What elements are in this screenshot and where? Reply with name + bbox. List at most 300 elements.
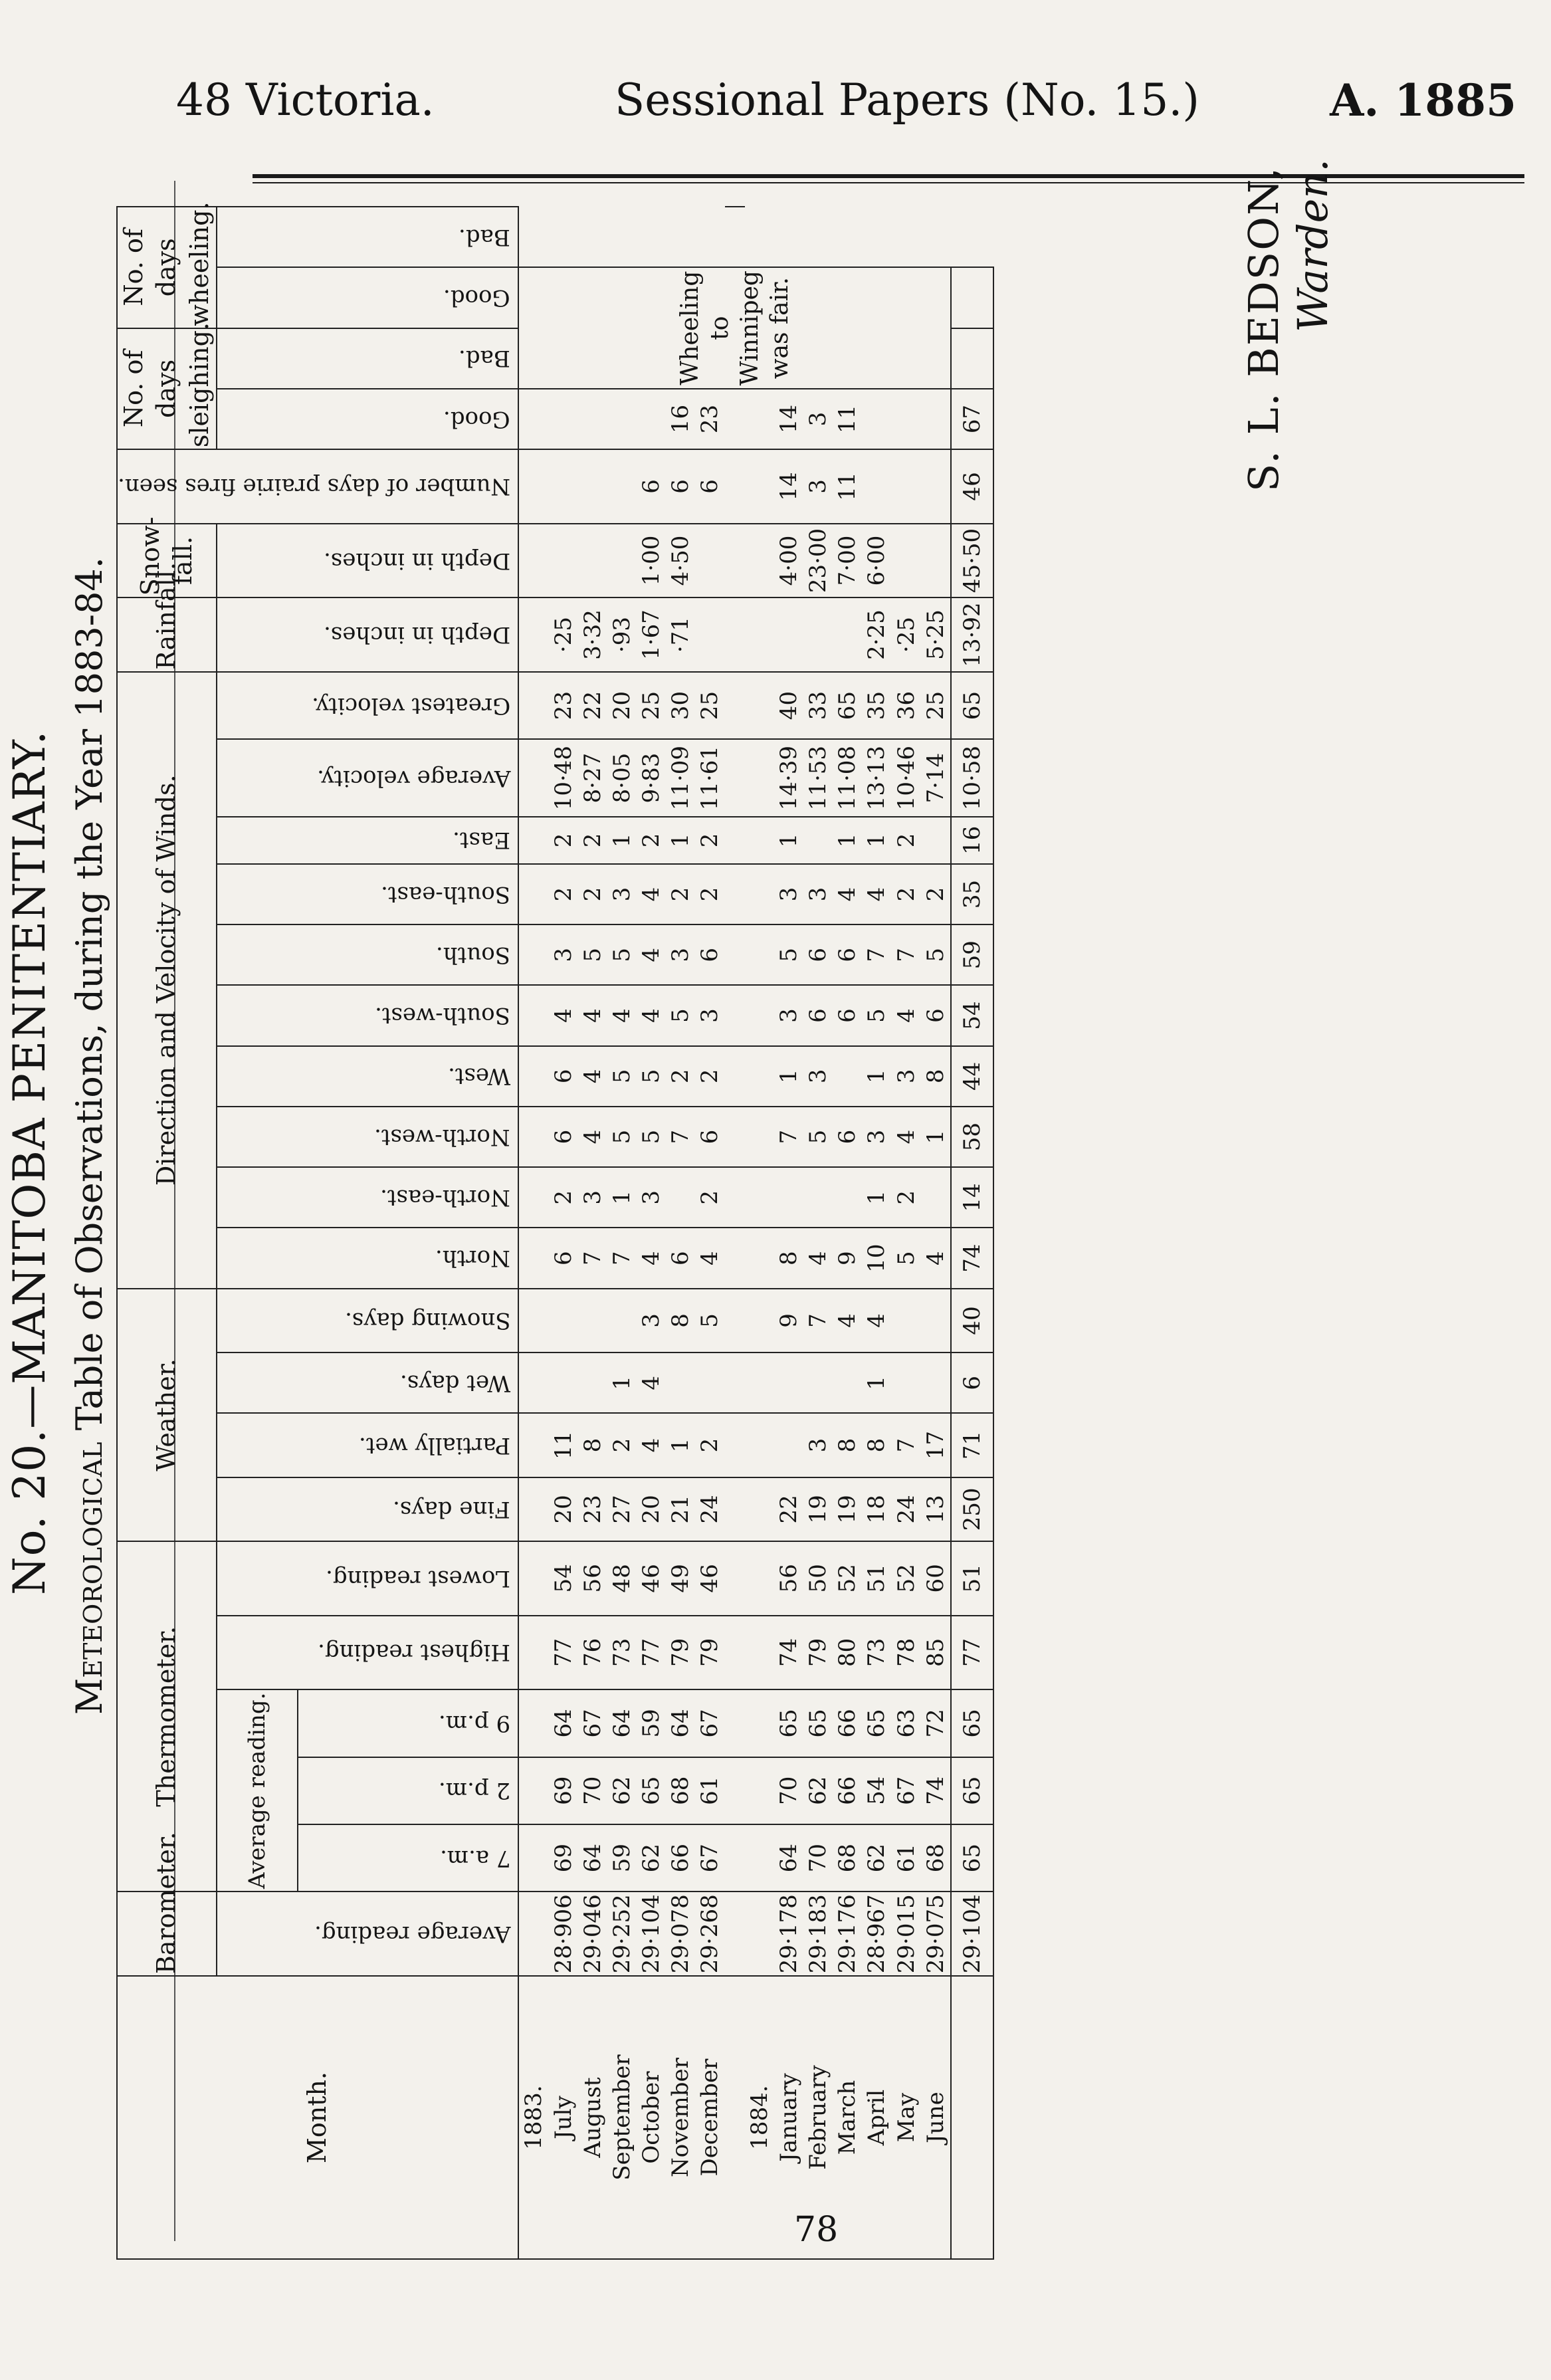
value-cell: 64	[666, 1689, 695, 1757]
value-cell: 52	[892, 1541, 921, 1616]
total-cell: 58	[951, 1107, 993, 1167]
blank-cell	[745, 864, 774, 924]
value-cell: 7	[892, 924, 921, 985]
value-cell: 3	[578, 1167, 607, 1228]
value-cell	[803, 597, 833, 672]
blank-cell	[725, 1689, 745, 1757]
blank-cell	[745, 389, 774, 449]
value-cell	[549, 524, 578, 598]
value-cell: 11·09	[666, 739, 695, 817]
value-cell: 8	[862, 1413, 891, 1477]
value-cell: 9·83	[637, 739, 666, 817]
value-cell: 17	[921, 1413, 951, 1477]
value-cell: 4	[862, 1289, 891, 1352]
value-cell	[774, 597, 803, 672]
blank-cell	[725, 1046, 745, 1107]
value-cell: 8	[921, 1046, 951, 1107]
blank-cell	[518, 524, 548, 598]
value-cell	[774, 1413, 803, 1477]
value-cell: 4	[833, 864, 862, 924]
value-cell: 5	[695, 1289, 724, 1352]
value-cell: 6	[833, 1107, 862, 1167]
value-cell: 3	[666, 924, 695, 985]
blank-cell	[518, 1616, 548, 1690]
blank-cell	[518, 739, 548, 817]
table-body	[518, 207, 993, 2259]
value-cell: 9	[833, 1228, 862, 1288]
total-cell: 35	[951, 864, 993, 924]
value-cell: 6	[549, 1107, 578, 1167]
value-cell: 1	[921, 1107, 951, 1167]
month-cell: April	[862, 1976, 891, 2259]
value-cell: 4	[637, 864, 666, 924]
col-fine-days: Fine days.	[217, 1477, 518, 1541]
value-cell: 1	[862, 1352, 891, 1413]
value-cell: 8	[774, 1228, 803, 1288]
value-cell: 46	[695, 1541, 724, 1616]
value-cell: 3	[774, 864, 803, 924]
value-cell: 2	[892, 1167, 921, 1228]
blank-cell	[725, 1892, 745, 1976]
col-snow-depth: Depth in inches.	[217, 524, 518, 598]
value-cell: 27	[607, 1477, 637, 1541]
value-cell: 3	[549, 924, 578, 985]
month-cell: October	[637, 1976, 666, 2259]
month-cell: June	[921, 1976, 951, 2259]
value-cell	[666, 1167, 695, 1228]
value-cell	[803, 1352, 833, 1413]
value-cell: 25	[637, 672, 666, 740]
value-cell: 68	[921, 1824, 951, 1892]
value-cell: 5	[774, 924, 803, 985]
value-cell	[892, 524, 921, 598]
value-cell: 11	[833, 389, 862, 449]
blank-cell	[518, 924, 548, 985]
value-cell: 4	[695, 1228, 724, 1288]
header-year: A. 1885	[1330, 74, 1516, 126]
value-cell: 13	[921, 1477, 951, 1541]
table-row	[578, 207, 607, 2259]
value-cell: ·25	[549, 597, 578, 672]
value-cell	[607, 524, 637, 598]
value-cell	[695, 1352, 724, 1413]
wheeling-note: Wheeling to Winnipeg was fair.	[518, 267, 951, 389]
blank-cell	[518, 1046, 548, 1107]
blank-cell	[518, 1689, 548, 1757]
blank-cell	[745, 1824, 774, 1892]
blank-cell	[745, 1167, 774, 1228]
value-cell: 56	[578, 1541, 607, 1616]
col-south-west: South-west.	[217, 985, 518, 1045]
col-9pm: 9 p.m.	[298, 1689, 518, 1757]
value-cell: 2	[695, 1046, 724, 1107]
value-cell: 51	[862, 1541, 891, 1616]
month-cell: March	[833, 1976, 862, 2259]
value-cell: 65	[774, 1689, 803, 1757]
value-cell: 5	[578, 924, 607, 985]
blank-cell	[745, 1228, 774, 1288]
value-cell: 3	[803, 1413, 833, 1477]
value-cell	[892, 389, 921, 449]
blank-cell	[725, 1976, 745, 2259]
value-cell: 69	[549, 1824, 578, 1892]
value-cell: 14·39	[774, 739, 803, 817]
value-cell: 4	[921, 1228, 951, 1288]
blank-cell	[725, 864, 745, 924]
value-cell	[833, 1167, 862, 1228]
col-wheel-bad: Bad.	[217, 207, 518, 267]
value-cell: 23·00	[803, 524, 833, 598]
col-north-east: North-east.	[217, 1167, 518, 1228]
totals-label	[951, 1976, 993, 2259]
value-cell: 65	[803, 1689, 833, 1757]
value-cell: 69	[549, 1757, 578, 1824]
signature: S. L. BEDSON, Warden.	[1239, 159, 1338, 492]
value-cell: 4	[892, 1107, 921, 1167]
value-cell: 6	[833, 924, 862, 985]
value-cell: 9	[774, 1289, 803, 1352]
value-cell: 46	[637, 1541, 666, 1616]
table-row	[803, 207, 833, 2259]
total-cell: 29·104	[951, 1892, 993, 1976]
value-cell: 4	[578, 1107, 607, 1167]
spacer-row	[725, 207, 745, 2259]
year-label: 1883.	[518, 1976, 548, 2259]
blank-cell	[518, 672, 548, 740]
value-cell: 2	[637, 817, 666, 864]
blank-cell	[518, 1413, 548, 1477]
value-cell: 8·27	[578, 739, 607, 817]
value-cell	[578, 1289, 607, 1352]
value-cell: 8	[666, 1289, 695, 1352]
value-cell: 7·14	[921, 739, 951, 817]
value-cell: 29·104	[637, 1892, 666, 1976]
col-7am: 7 a.m.	[298, 1824, 518, 1892]
blank-cell	[518, 817, 548, 864]
blank-cell	[725, 1824, 745, 1892]
value-cell: 64	[549, 1689, 578, 1757]
value-cell	[549, 1289, 578, 1352]
blank-cell	[725, 1541, 745, 1616]
value-cell	[578, 1352, 607, 1413]
blank-cell	[518, 389, 548, 449]
blank-cell	[518, 1477, 548, 1541]
value-cell	[803, 817, 833, 864]
value-cell: 5	[921, 924, 951, 985]
month-cell: July	[549, 1976, 578, 2259]
value-cell: 4	[578, 1046, 607, 1107]
header-rainfall: Rainfall.	[117, 597, 217, 672]
value-cell: 2	[578, 817, 607, 864]
value-cell: 66	[833, 1689, 862, 1757]
blank-cell	[745, 524, 774, 598]
value-cell: 4	[892, 985, 921, 1045]
total-cell: 65	[951, 1689, 993, 1757]
col-west: West.	[217, 1046, 518, 1107]
value-cell: 1·67	[637, 597, 666, 672]
value-cell: 14	[774, 449, 803, 524]
value-cell: 6	[549, 1228, 578, 1288]
value-cell: 64	[774, 1824, 803, 1892]
value-cell: 4	[637, 1228, 666, 1288]
blank-cell	[745, 672, 774, 740]
value-cell: 4	[578, 985, 607, 1045]
value-cell: 77	[637, 1616, 666, 1690]
value-cell: 4	[607, 985, 637, 1045]
total-cell: 10·58	[951, 739, 993, 817]
value-cell: 5	[862, 985, 891, 1045]
value-cell: 30	[666, 672, 695, 740]
header-barometer: Barometer.	[117, 1892, 217, 1976]
value-cell: 11	[833, 449, 862, 524]
value-cell: 52	[833, 1541, 862, 1616]
blank-cell	[725, 985, 745, 1045]
blank-cell	[725, 1477, 745, 1541]
month-cell: February	[803, 1976, 833, 2259]
value-cell: 61	[695, 1757, 724, 1824]
col-south-east: South-east.	[217, 864, 518, 924]
blank-cell	[518, 597, 548, 672]
value-cell: 2·25	[862, 597, 891, 672]
blank-cell	[518, 985, 548, 1045]
value-cell: 1	[862, 1046, 891, 1107]
value-cell: 3	[892, 1046, 921, 1107]
header-prairie-fires: Number of days prairie fires seen.	[117, 449, 518, 524]
table-row	[666, 207, 695, 2259]
value-cell: 4·50	[666, 524, 695, 598]
value-cell: 5	[607, 1107, 637, 1167]
value-cell: 6	[921, 985, 951, 1045]
blank-cell	[745, 1689, 774, 1757]
value-cell	[921, 449, 951, 524]
value-cell	[803, 1167, 833, 1228]
total-cell: 45·50	[951, 524, 993, 598]
value-cell: 7	[607, 1228, 637, 1288]
value-cell: 54	[862, 1757, 891, 1824]
col-south: South.	[217, 924, 518, 985]
value-cell: 11·61	[695, 739, 724, 817]
value-cell	[921, 1167, 951, 1228]
blank-cell	[518, 1228, 548, 1288]
col-barometer-average: Average reading.	[217, 1892, 518, 1976]
value-cell: 73	[607, 1616, 637, 1690]
month-cell: January	[774, 1976, 803, 2259]
blank-cell	[518, 449, 548, 524]
blank-cell	[745, 1616, 774, 1690]
table-row	[921, 207, 951, 2259]
value-cell	[892, 1352, 921, 1413]
blank-cell	[745, 739, 774, 817]
value-cell: 3	[774, 985, 803, 1045]
table-row	[549, 207, 578, 2259]
value-cell: 11·53	[803, 739, 833, 817]
value-cell: 7	[862, 924, 891, 985]
value-cell: 1·00	[637, 524, 666, 598]
total-cell: 44	[951, 1046, 993, 1107]
value-cell: 6	[695, 924, 724, 985]
value-cell: 2	[549, 1167, 578, 1228]
value-cell: 49	[666, 1541, 695, 1616]
value-cell	[921, 524, 951, 598]
value-cell	[695, 524, 724, 598]
col-snowing-days: Snowing days.	[217, 1289, 518, 1352]
value-cell: 5	[892, 1228, 921, 1288]
value-cell: 5	[666, 985, 695, 1045]
value-cell: 1	[774, 817, 803, 864]
col-north: North.	[217, 1228, 518, 1288]
value-cell	[607, 389, 637, 449]
blank-cell	[518, 1107, 548, 1167]
value-cell: 6	[695, 449, 724, 524]
value-cell: 1	[607, 1352, 637, 1413]
value-cell	[833, 597, 862, 672]
value-cell	[833, 1046, 862, 1107]
value-cell: 2	[695, 864, 724, 924]
value-cell: 67	[578, 1689, 607, 1757]
blank-cell	[725, 524, 745, 598]
value-cell: 80	[833, 1616, 862, 1690]
blank-cell	[518, 1167, 548, 1228]
value-cell: 6	[666, 1228, 695, 1288]
value-cell: 59	[607, 1824, 637, 1892]
total-cell: 59	[951, 924, 993, 985]
value-cell: 1	[607, 817, 637, 864]
value-cell: 74	[774, 1616, 803, 1690]
value-cell: 22	[578, 672, 607, 740]
value-cell: 29·268	[695, 1892, 724, 1976]
month-cell: November	[666, 1976, 695, 2259]
value-cell: 2	[607, 1413, 637, 1477]
value-cell	[666, 1352, 695, 1413]
value-cell	[774, 1352, 803, 1413]
value-cell: 2	[892, 817, 921, 864]
value-cell	[549, 1352, 578, 1413]
value-cell: 2	[695, 1413, 724, 1477]
value-cell: 65	[862, 1689, 891, 1757]
value-cell: 3	[695, 985, 724, 1045]
value-cell: ·71	[666, 597, 695, 672]
value-cell: 67	[695, 1824, 724, 1892]
value-cell: 35	[862, 672, 891, 740]
blank-cell	[518, 1352, 548, 1413]
value-cell	[695, 597, 724, 672]
value-cell: 1	[666, 817, 695, 864]
value-cell: 65	[833, 672, 862, 740]
value-cell: 7·00	[833, 524, 862, 598]
value-cell: 1	[607, 1167, 637, 1228]
blank-cell	[745, 924, 774, 985]
value-cell: 63	[892, 1689, 921, 1757]
total-cell: 14	[951, 1167, 993, 1228]
value-cell: 14	[774, 389, 803, 449]
blank-cell	[725, 1757, 745, 1824]
blank-cell	[518, 1289, 548, 1352]
blank-cell	[745, 1541, 774, 1616]
value-cell: 19	[803, 1477, 833, 1541]
value-cell: 79	[666, 1616, 695, 1690]
value-cell: 3	[803, 864, 833, 924]
value-cell: 29·252	[607, 1892, 637, 1976]
value-cell: 6	[637, 449, 666, 524]
month-cell: May	[892, 1976, 921, 2259]
blank-cell	[725, 207, 745, 267]
value-cell: 6·00	[862, 524, 891, 598]
value-cell: 67	[695, 1689, 724, 1757]
value-cell: 4	[549, 985, 578, 1045]
value-cell: 7	[666, 1107, 695, 1167]
value-cell: 11	[549, 1413, 578, 1477]
value-cell: 48	[607, 1541, 637, 1616]
table-row	[637, 207, 666, 2259]
rotated-page-content	[0, 159, 1338, 2260]
total-cell: 13·92	[951, 597, 993, 672]
blank-cell	[725, 1107, 745, 1167]
value-cell: 22	[774, 1477, 803, 1541]
value-cell: 73	[862, 1616, 891, 1690]
value-cell: 4	[637, 1352, 666, 1413]
value-cell: 5	[803, 1107, 833, 1167]
total-cell: 46	[951, 449, 993, 524]
value-cell: 10	[862, 1228, 891, 1288]
value-cell: 29·183	[803, 1892, 833, 1976]
header-weather: Weather.	[117, 1289, 217, 1541]
table-row	[892, 207, 921, 2259]
value-cell: 79	[695, 1616, 724, 1690]
blank-cell	[745, 1413, 774, 1477]
value-cell: 56	[774, 1541, 803, 1616]
value-cell: 20	[637, 1477, 666, 1541]
header-sleighing: No. of days sleighing.	[117, 328, 217, 450]
value-cell: 2	[578, 864, 607, 924]
value-cell	[607, 1289, 637, 1352]
table-row	[774, 207, 803, 2259]
value-cell: 10·48	[549, 739, 578, 817]
value-cell: 54	[549, 1541, 578, 1616]
value-cell: 70	[803, 1824, 833, 1892]
value-cell	[921, 1352, 951, 1413]
value-cell	[833, 1352, 862, 1413]
value-cell: 5	[607, 924, 637, 985]
value-cell: ·25	[892, 597, 921, 672]
total-cell: 77	[951, 1616, 993, 1690]
table-row	[695, 207, 724, 2259]
value-cell	[578, 449, 607, 524]
total-cell: 71	[951, 1413, 993, 1477]
header-average-reading: Average reading.	[217, 1689, 298, 1892]
value-cell: 74	[921, 1757, 951, 1824]
col-highest-reading: Highest reading.	[217, 1616, 518, 1690]
blank-cell	[745, 1046, 774, 1107]
blank-cell	[518, 1757, 548, 1824]
value-cell: 23	[549, 672, 578, 740]
header-month: Month.	[117, 1976, 518, 2259]
value-cell	[774, 1167, 803, 1228]
totals-row	[951, 207, 993, 2259]
value-cell: 3	[803, 1046, 833, 1107]
value-cell	[862, 449, 891, 524]
value-cell: 76	[578, 1616, 607, 1690]
value-cell: 7	[774, 1107, 803, 1167]
value-cell: 6	[666, 449, 695, 524]
value-cell: 21	[666, 1477, 695, 1541]
value-cell	[921, 1289, 951, 1352]
value-cell: 4	[637, 924, 666, 985]
year-row	[745, 207, 774, 2259]
blank-cell	[518, 1541, 548, 1616]
value-cell: 40	[774, 672, 803, 740]
value-cell: 29·178	[774, 1892, 803, 1976]
col-wet-days: Wet days.	[217, 1352, 518, 1413]
